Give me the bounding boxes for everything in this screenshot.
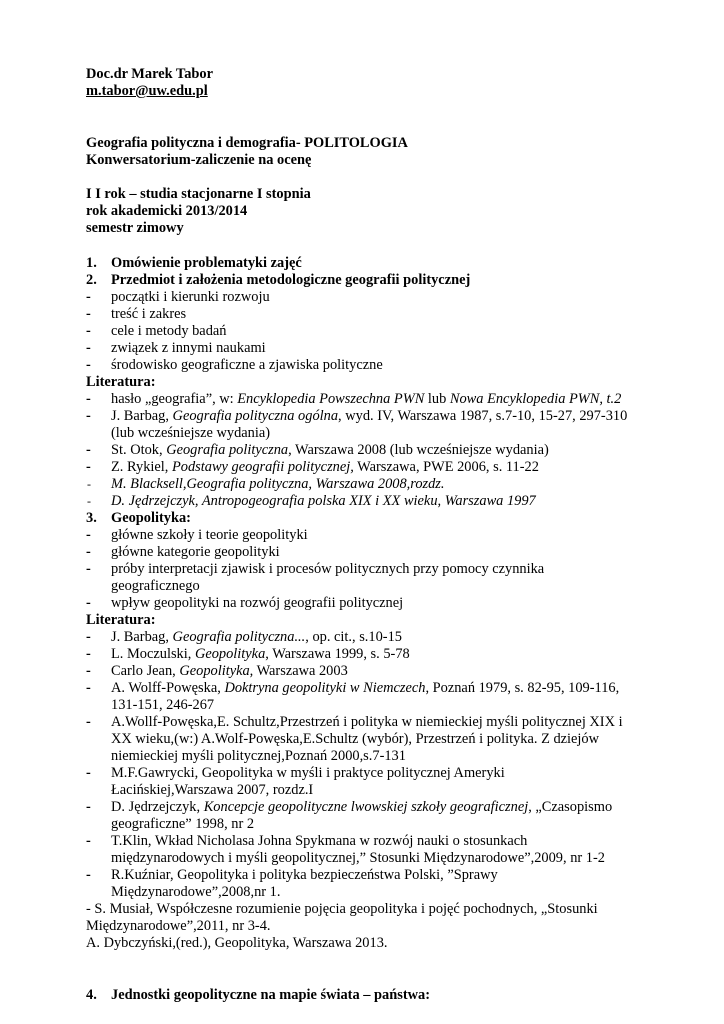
dash-marker: -: [86, 833, 91, 849]
section-number: 2.: [86, 272, 97, 288]
study-year: I I rok – studia stacjonarne I stopnia: [86, 186, 311, 202]
entry-title: Geografia polityczna: [166, 442, 289, 458]
section-1-heading: [86, 255, 686, 272]
bibliography-entry: [86, 459, 686, 476]
section-number: 4.: [86, 987, 97, 1003]
dash-marker: -: [86, 459, 91, 475]
bibliography-entry: [86, 714, 686, 765]
section-number: 1.: [86, 255, 97, 271]
dash-marker: -: [86, 799, 91, 815]
bibliography-entry: [86, 663, 686, 680]
entry-text: R.Kuźniar, Geopolityka i polityka bezpieczeństwa Polski, ”Sprawy: [111, 867, 498, 883]
section-title: Omówienie problematyki zajęć: [111, 255, 302, 271]
section-number: 3.: [86, 510, 97, 526]
dash-marker: -: [86, 680, 91, 696]
entry-text: Z. Rykiel,: [111, 459, 172, 475]
entry-title: Geopolityka: [194, 646, 266, 662]
list-item-text: początki i kierunki rozwoju: [111, 289, 270, 305]
dash-marker: -: [86, 442, 91, 458]
academic-year: rok akademicki 2013/2014: [86, 203, 248, 219]
entry-text: Warszawa, PWE 2006, s. 11-22: [353, 459, 539, 475]
dash-marker: -: [86, 663, 91, 679]
dash-marker: -: [86, 561, 91, 577]
dash-marker: -: [86, 340, 91, 356]
dash-marker: -: [86, 357, 91, 373]
entry-text: hasło „geografia”, w:: [111, 391, 238, 407]
list-item: [86, 544, 686, 561]
document-content: [86, 66, 686, 1004]
list-item-text: treść i zakres: [111, 306, 187, 322]
dash-marker: -: [86, 595, 91, 611]
entry-text: St. Otok,: [111, 442, 167, 458]
dash-marker: -: [86, 629, 91, 645]
list-item: [86, 340, 686, 357]
dash-marker: -: [87, 477, 91, 491]
author-email-link[interactable]: m.tabor@uw.edu.pl: [86, 83, 208, 99]
entry-text: D. Jędrzejczyk,: [111, 799, 204, 815]
entry-text: międzynarodowych i myśli geopolitycznej,” Stosunki Międzynarodowe”,2009, nr 1-2: [111, 850, 605, 866]
list-item: [86, 595, 686, 612]
entry-text: lub: [424, 391, 450, 407]
section-title: Geopolityka:: [111, 510, 191, 526]
entry-title: Podstawy geografii politycznej,: [171, 459, 354, 475]
list-item: [86, 527, 686, 544]
list-item-text: środowisko geograficzne a zjawiska polityczne: [111, 357, 383, 373]
dash-marker: -: [86, 544, 91, 560]
list-item-text: główne kategorie geopolityki: [111, 544, 280, 560]
entry-text: Warszawa 2003: [253, 663, 348, 679]
entry-text: , op. cit., s.10-15: [305, 629, 402, 645]
dash-marker: -: [86, 867, 91, 883]
section-2-heading: [86, 272, 686, 289]
section-4-heading: [86, 987, 686, 1004]
entry-text: Łacińskiej,Warszawa 2007, rozdz.I: [111, 782, 314, 798]
dash-marker: -: [86, 408, 91, 424]
list-item-text: próby interpretacji zjawisk i procesów politycznych przy pomocy czynnika: [111, 561, 545, 577]
dash-marker: -: [86, 306, 91, 322]
bibliography-entry: [86, 833, 686, 867]
course-subtitle: Konwersatorium-zaliczenie na ocenę: [86, 152, 312, 168]
entry-text: A. Dybczyński,(red.), Geopolityka, Warszawa 2013.: [86, 935, 388, 951]
entry-title: Doktryna geopolityki w Niemczech: [224, 680, 426, 696]
entry-text: geograficzne” 1998, nr 2: [111, 816, 255, 832]
dash-marker: -: [86, 391, 91, 407]
dash-marker: -: [86, 714, 91, 730]
literature-label: Literatura:: [86, 374, 156, 390]
entry-title: Geopolityka,: [179, 663, 254, 679]
entry-text: J. Barbag,: [111, 629, 173, 645]
list-item: [86, 561, 686, 595]
section-3-heading: [86, 510, 686, 527]
entry-text: A.Wollf-Powęska,E. Schultz,Przestrzeń i polityka w niemieckiej myśli politycznej XIX i: [111, 714, 623, 730]
list-item-text: cele i metody badań: [111, 323, 227, 339]
entry-text: XX wieku,(w:) A.Wolf-Powęska,E.Schultz (wybór), Przestrzeń i polityka. Z dziejów: [111, 731, 600, 747]
entry-title: Encyklopedia Powszechna PWN: [237, 391, 425, 407]
list-item-text: wpływ geopolityki na rozwój geografii politycznej: [111, 595, 404, 611]
entry-title: Geografia polityczna...: [172, 629, 306, 645]
entry-title: Koncepcje geopolityczne lwowskiej szkoły geograficznej: [203, 799, 529, 815]
section-title: Przedmiot i założenia metodologiczne geografii politycznej: [111, 272, 471, 288]
course-title: Geografia polityczna i demografia- POLITOLOGIA: [86, 135, 408, 151]
entry-text: L. Moczulski,: [111, 646, 195, 662]
dash-marker: -: [86, 323, 91, 339]
list-item: [86, 289, 686, 306]
bibliography-entry: [86, 442, 686, 459]
list-item-text: główne szkoły i teorie geopolityki: [111, 527, 308, 543]
entry-text: , wyd. IV, Warszawa 1987, s.7-10, 15-27, 297-310: [338, 408, 628, 424]
entry-text: niemieckiej myśli politycznej,Poznań 2000,s.7-131: [111, 748, 406, 764]
entry-text: J. Barbag,: [111, 408, 173, 424]
dash-marker: -: [86, 646, 91, 662]
entry-text: , Poznań 1979, s. 82-95, 109-116,: [425, 680, 620, 696]
entry-text: , Warszawa 2008 (lub wcześniejsze wydania): [288, 442, 549, 458]
entry-text: T.Klin, Wkład Nicholasa Johna Spykmana w rozwój nauki o stosunkach: [111, 833, 528, 849]
bibliography-entry: [86, 867, 686, 901]
bibliography-entry: [86, 765, 686, 799]
bibliography-entry: [86, 629, 686, 646]
list-item: [86, 323, 686, 340]
bibliography-entry: [86, 391, 686, 408]
entry-text: (lub wcześniejsze wydania): [111, 425, 271, 441]
entry-title: Nowa Encyklopedia PWN, t.2: [449, 391, 622, 407]
bibliography-entry: [86, 680, 686, 714]
entry-text: Carlo Jean,: [111, 663, 180, 679]
entry-text: A. Wolff-Powęska,: [111, 680, 225, 696]
bibliography-entry: [86, 799, 686, 833]
bibliography-entry: [86, 646, 686, 663]
entry-text: Międzynarodowe”,2011, nr 3-4.: [86, 918, 271, 934]
entry-text: , Warszawa 1999, s. 5-78: [265, 646, 410, 662]
semester: semestr zimowy: [86, 220, 184, 236]
bibliography-entry: [86, 493, 686, 510]
literature-label: Literatura:: [86, 612, 156, 628]
section-title: Jednostki geopolityczne na mapie świata – państwa:: [111, 987, 431, 1003]
entry-title: Geografia polityczna ogólna: [172, 408, 339, 424]
bibliography-entry: [86, 901, 686, 935]
bibliography-entry: [86, 408, 686, 442]
entry-text: Międzynarodowe”,2008,nr 1.: [111, 884, 281, 900]
list-item: [86, 357, 686, 374]
list-item: [86, 306, 686, 323]
dash-marker: -: [86, 527, 91, 543]
list-item-text: geograficznego: [111, 578, 200, 594]
dash-marker: -: [86, 765, 91, 781]
dash-marker: -: [86, 289, 91, 305]
author-name: Doc.dr Marek Tabor: [86, 66, 213, 82]
list-item-text: związek z innymi naukami: [111, 340, 266, 356]
entry-text: , „Czasopismo: [528, 799, 613, 815]
entry-title: M. Blacksell,Geografia polityczna, Warszawa 2008,rozdz.: [111, 476, 445, 492]
entry-text: M.F.Gawrycki, Geopolityka w myśli i praktyce politycznej Ameryki: [111, 765, 505, 781]
dash-marker: -: [87, 494, 91, 508]
entry-title: D. Jędrzejczyk, Antropogeografia polska XIX i XX wieku, Warszawa 1997: [111, 493, 536, 509]
bibliography-entry: [86, 935, 686, 952]
entry-text: - S. Musiał, Współczesne rozumienie pojęcia geopolityka i pojęć pochodnych, „Stosunki: [86, 901, 598, 917]
entry-text: 131-151, 246-267: [111, 697, 215, 713]
bibliography-entry: [86, 476, 686, 493]
